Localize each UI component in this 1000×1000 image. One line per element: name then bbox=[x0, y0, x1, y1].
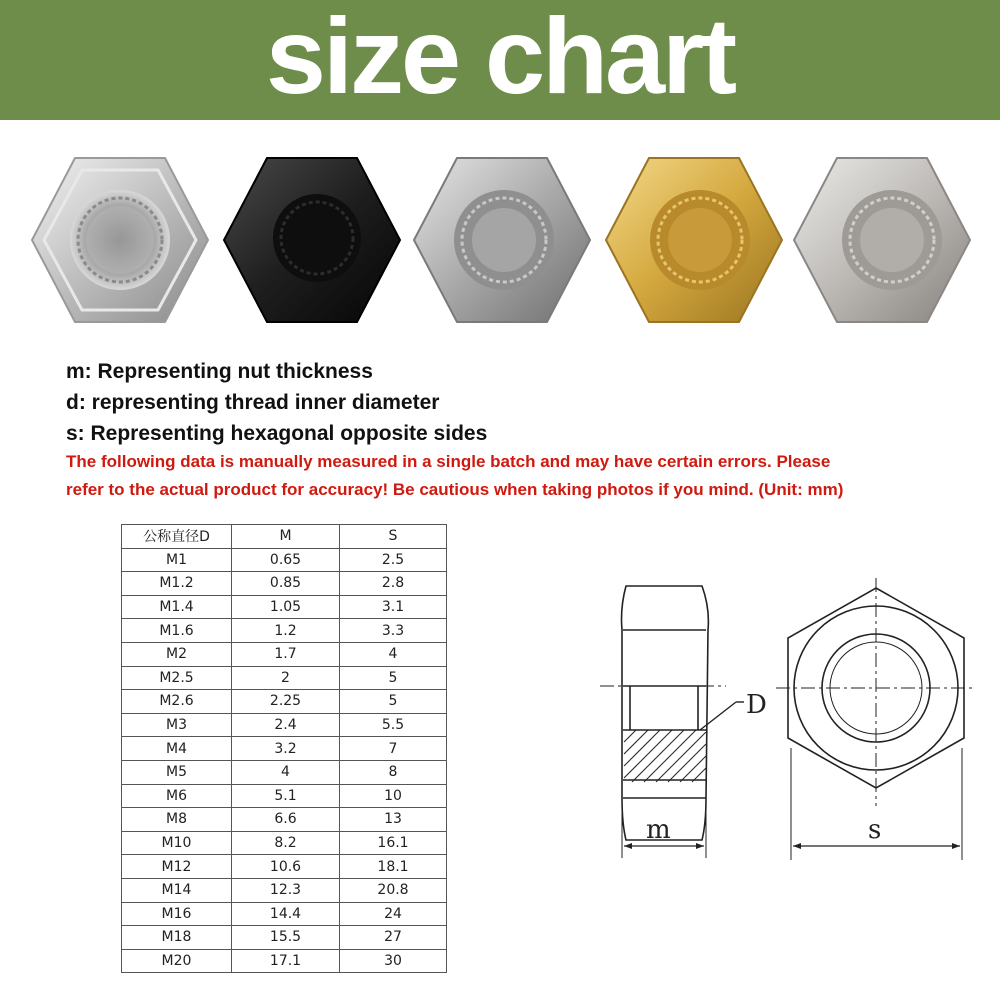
cell-m: 10.6 bbox=[232, 855, 340, 879]
cell-s: 3.3 bbox=[340, 619, 447, 643]
cell-s: 30 bbox=[340, 949, 447, 973]
definition-d: d: representing thread inner diameter bbox=[66, 391, 440, 414]
cell-m: 0.85 bbox=[232, 572, 340, 596]
table-row bbox=[122, 760, 447, 784]
nut-image-row bbox=[0, 140, 1000, 340]
cell-s: 4 bbox=[340, 642, 447, 666]
cell-s: 5 bbox=[340, 666, 447, 690]
header-m: M bbox=[232, 525, 340, 549]
label-d: D bbox=[746, 690, 767, 720]
nut-image-stainless bbox=[412, 150, 592, 330]
note-line: refer to the actual product for accuracy! Be cautious when taking photos if you mind. (Unit: mm) bbox=[66, 480, 844, 499]
table-row bbox=[122, 713, 447, 737]
cell-nominal-diameter: M1.2 bbox=[122, 572, 232, 596]
table-header-row bbox=[122, 525, 447, 549]
definition-m: m: Representing nut thickness bbox=[66, 360, 373, 383]
table-row bbox=[122, 572, 447, 596]
table-row bbox=[122, 902, 447, 926]
cell-m: 4 bbox=[232, 760, 340, 784]
table-row bbox=[122, 548, 447, 572]
note-line: The following data is manually measured in a single batch and may have certain errors. Please bbox=[66, 452, 831, 471]
cell-m: 14.4 bbox=[232, 902, 340, 926]
definitions bbox=[66, 356, 966, 449]
label-s: s bbox=[868, 815, 882, 845]
cell-s: 10 bbox=[340, 784, 447, 808]
cell-s: 24 bbox=[340, 902, 447, 926]
cell-m: 6.6 bbox=[232, 808, 340, 832]
table-row bbox=[122, 831, 447, 855]
table-row bbox=[122, 878, 447, 902]
cell-m: 2.4 bbox=[232, 713, 340, 737]
cell-m: 8.2 bbox=[232, 831, 340, 855]
cell-s: 3.1 bbox=[340, 595, 447, 619]
cell-s: 2.8 bbox=[340, 572, 447, 596]
nut-dimension-diagram bbox=[596, 578, 976, 868]
cell-s: 13 bbox=[340, 808, 447, 832]
table-row bbox=[122, 855, 447, 879]
table-row bbox=[122, 619, 447, 643]
cell-nominal-diameter: M10 bbox=[122, 831, 232, 855]
nut-image-stainless bbox=[30, 150, 210, 330]
table-row bbox=[122, 666, 447, 690]
cell-m: 17.1 bbox=[232, 949, 340, 973]
table-row bbox=[122, 926, 447, 950]
cell-m: 5.1 bbox=[232, 784, 340, 808]
cell-s: 18.1 bbox=[340, 855, 447, 879]
table-body bbox=[122, 548, 447, 973]
cell-s: 2.5 bbox=[340, 548, 447, 572]
cell-nominal-diameter: M5 bbox=[122, 760, 232, 784]
table-row bbox=[122, 690, 447, 714]
header-s: S bbox=[340, 525, 447, 549]
cell-nominal-diameter: M1.4 bbox=[122, 595, 232, 619]
table-row bbox=[122, 737, 447, 761]
nut-image-stainless bbox=[792, 150, 972, 330]
cell-m: 3.2 bbox=[232, 737, 340, 761]
cell-s: 8 bbox=[340, 760, 447, 784]
cell-nominal-diameter: M6 bbox=[122, 784, 232, 808]
cell-s: 16.1 bbox=[340, 831, 447, 855]
table-row bbox=[122, 808, 447, 832]
table-row bbox=[122, 949, 447, 973]
cell-s: 7 bbox=[340, 737, 447, 761]
nut-image-black bbox=[222, 150, 402, 330]
cell-s: 5 bbox=[340, 690, 447, 714]
cell-nominal-diameter: M3 bbox=[122, 713, 232, 737]
measurement-note bbox=[66, 448, 946, 504]
cell-nominal-diameter: M18 bbox=[122, 926, 232, 950]
cell-s: 5.5 bbox=[340, 713, 447, 737]
cell-m: 1.05 bbox=[232, 595, 340, 619]
header-nominal-diameter: 公称直径D bbox=[122, 525, 232, 549]
table-row bbox=[122, 595, 447, 619]
cell-m: 15.5 bbox=[232, 926, 340, 950]
table-row bbox=[122, 784, 447, 808]
label-m: m bbox=[646, 815, 671, 845]
cell-nominal-diameter: M4 bbox=[122, 737, 232, 761]
cell-m: 2.25 bbox=[232, 690, 340, 714]
cell-s: 20.8 bbox=[340, 878, 447, 902]
cell-nominal-diameter: M12 bbox=[122, 855, 232, 879]
header-banner bbox=[0, 0, 1000, 120]
cell-nominal-diameter: M8 bbox=[122, 808, 232, 832]
cell-nominal-diameter: M2 bbox=[122, 642, 232, 666]
nut-image-brass bbox=[604, 150, 784, 330]
cell-m: 1.2 bbox=[232, 619, 340, 643]
cell-m: 1.7 bbox=[232, 642, 340, 666]
cell-nominal-diameter: M14 bbox=[122, 878, 232, 902]
cell-nominal-diameter: M2.5 bbox=[122, 666, 232, 690]
cell-nominal-diameter: M1 bbox=[122, 548, 232, 572]
cell-m: 2 bbox=[232, 666, 340, 690]
table-row bbox=[122, 642, 447, 666]
cell-m: 0.65 bbox=[232, 548, 340, 572]
cell-s: 27 bbox=[340, 926, 447, 950]
size-table bbox=[121, 524, 447, 973]
cell-nominal-diameter: M16 bbox=[122, 902, 232, 926]
cell-nominal-diameter: M2.6 bbox=[122, 690, 232, 714]
definition-s: s: Representing hexagonal opposite sides bbox=[66, 422, 488, 445]
cell-nominal-diameter: M1.6 bbox=[122, 619, 232, 643]
cell-nominal-diameter: M20 bbox=[122, 949, 232, 973]
page-title: size chart bbox=[265, 0, 735, 116]
cell-m: 12.3 bbox=[232, 878, 340, 902]
